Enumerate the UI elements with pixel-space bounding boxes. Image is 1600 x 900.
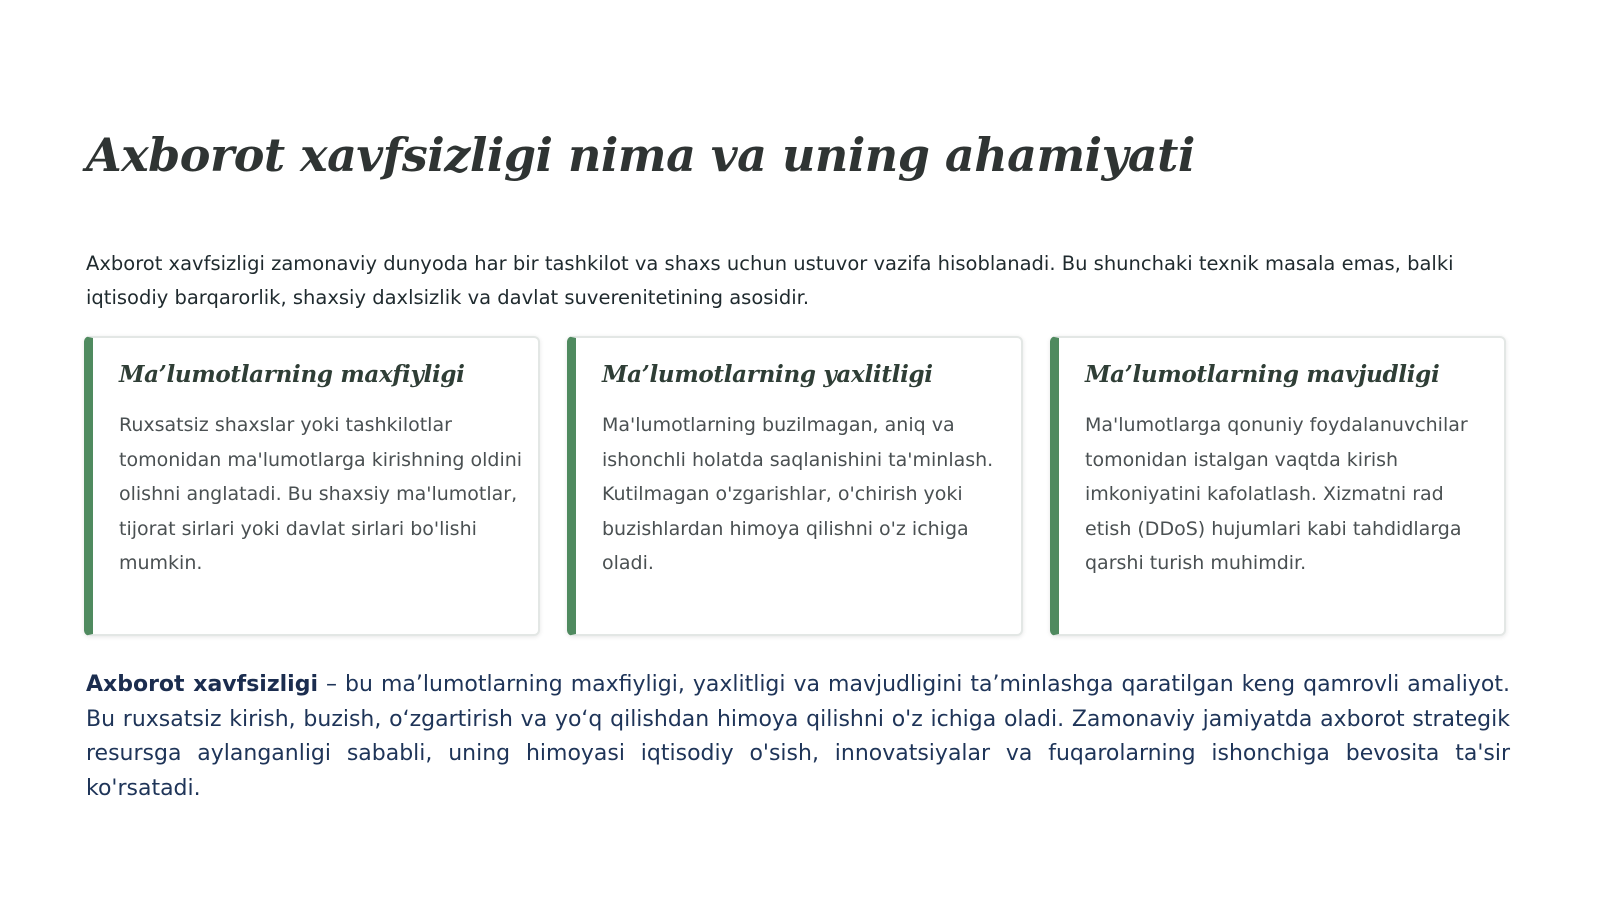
card-availability [1050,336,1506,636]
card-body: Ma'lumotlarning buzilmagan, aniq va ishonchli holatda saqlanishini ta'minlash. Kutilmagan o'zgarishlar, o'chirish yoki buzishlardan himoya qilishni o'z ichiga oladi. [602,414,994,574]
summary-paragraph [86,668,1510,806]
page-title: Axborot xavfsizligi nima va uning ahamiyati [86,128,1195,182]
summary-text: – bu ma’lumotlarning maxfiyligi, yaxlitligi va mavjudligini ta’minlashga qaratilgan keng qamrovli amaliyot. Bu ruxsatsiz kirish, buzish, oʻzgartirish va yoʻq qilishdan himoya qilishni o'z ichiga oladi. Zamonaviy jamiyatda axborot strategik resursga aylanganligi sababli, uning himoyasi iqtisodiy o'sish, innovatsiyalar va fuqarolarning ishonchiga bevosita ta'sir ko'rsatadi. [86,672,1510,801]
card-body: Ma'lumotlarga qonuniy foydalanuvchilar tomonidan istalgan vaqtda kirish imkoniyatini kafolatlash. Xizmatni rad etish (DDoS) hujumlari kabi tahdidlarga qarshi turish muhimdir. [1085,414,1468,574]
summary-term: Axborot xavfsizligi [86,672,319,697]
card-title: Ma’lumotlarning yaxlitligi [602,361,933,388]
card-title: Ma’lumotlarning maxfiyligi [119,361,465,388]
card-body: Ruxsatsiz shaxslar yoki tashkilotlar tomonidan ma'lumotlarga kirishning oldini olishni anglatadi. Bu shaxsiy ma'lumotlar, tijorat sirlari yoki davlat sirlari bo'lishi mumkin. [119,414,523,574]
pillars-cards [84,336,1514,638]
card-title: Ma’lumotlarning mavjudligi [1085,361,1440,388]
card-confidentiality [84,336,540,636]
intro-paragraph: Axborot xavfsizligi zamonaviy dunyoda har bir tashkilot va shaxs uchun ustuvor vazifa hisoblanadi. Bu shunchaki texnik masala emas, balki iqtisodiy barqarorlik, shaxsiy daxlsizlik va davlat suverenitetining asosidir. [86,252,1454,309]
card-integrity [567,336,1023,636]
